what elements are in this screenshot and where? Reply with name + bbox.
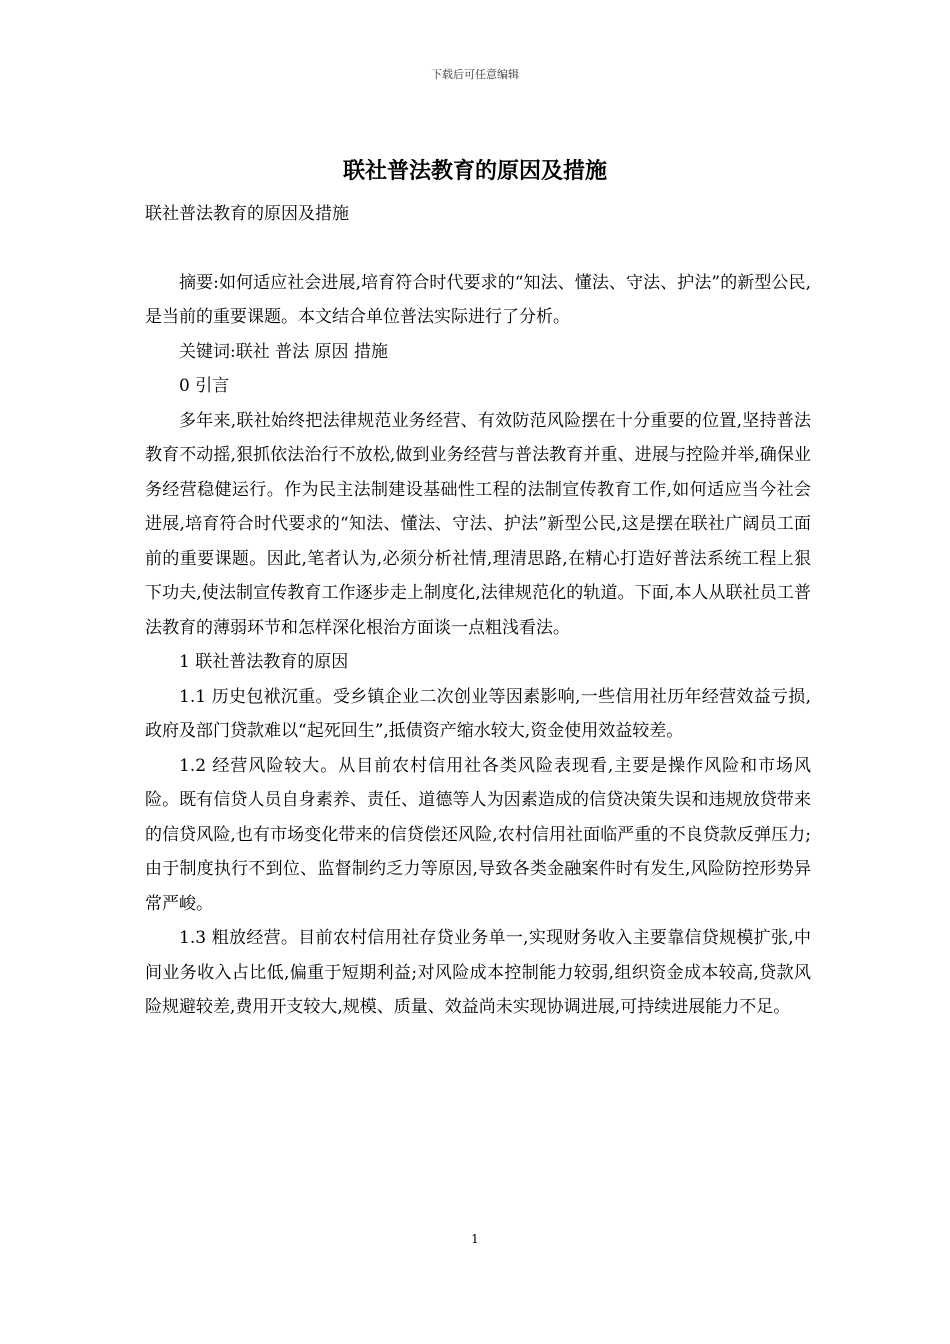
- section-heading-intro: 0 引言: [179, 376, 230, 396]
- paragraph-1-2: 1.2 经营风险较大。从目前农村信用社各类风险表现看,主要是操作风险和市场风险。既有信贷人员自身素养、责任、道德等人为因素造成的信贷决策失误和违规放贷带来的信贷风险,也有市场变化带来的信贷偿还风险,农村信用社面临严重的不良贷款反弹压力;由于制度执行不到位、监督制约乏力等原因,导致各类金融案件时有发生,风险防控形势异常严峻。: [145, 755, 811, 914]
- abstract-paragraph: 摘要:如何适应社会进展,培育符合时代要求的“知法、懂法、守法、护法”的新型公民,是当前的重要课题。本文结合单位普法实际进行了分析。: [145, 272, 811, 327]
- paragraph-1-3: 1.3 粗放经营。目前农村信用社存贷业务单一,实现财务收入主要靠信贷规模扩张,中间业务收入占比低,偏重于短期利益;对风险成本控制能力较弱,组织资金成本较高,贷款风险规避较差,费用开支较大,规模、质量、效益尚未实现协调进展,可持续进展能力不足。: [145, 928, 811, 1017]
- keywords-line: 关键词:联社 普法 原因 措施: [179, 341, 388, 362]
- document-body: [145, 197, 811, 1025]
- page-number: 1: [471, 1232, 479, 1246]
- document-title: 联社普法教育的原因及措施: [342, 158, 607, 184]
- intro-paragraph: 多年来,联社始终把法律规范业务经营、有效防范风险摆在十分重要的位置,坚持普法教育不动摇,狠抓依法治行不放松,做到业务经营与普法教育并重、进展与控险并举,确保业务经营稳健运行。作为民主法制建设基础性工程的法制宣传教育工作,如何适应当今社会进展,培育符合时代要求的“知法、懂法、守法、护法”新型公民,这是摆在联社广阔员工面前的重要课题。因此,笔者认为,必须分析社情,理清思路,在精心打造好普法系统工程上狠下功夫,使法制宣传教育工作逐步走上制度化,法律规范化的轨道。下面,本人从联社员工普法教育的薄弱环节和怎样深化根治方面谈一点粗浅看法。: [145, 410, 811, 638]
- paragraph-1-1: 1.1 历史包袱沉重。受乡镇企业二次创业等因素影响,一些信用社历年经营效益亏损,政府及部门贷款难以“起死回生”,抵债资产缩水较大,资金使用效益较差。: [145, 686, 811, 741]
- subtitle: 联社普法教育的原因及措施: [145, 204, 349, 224]
- page-header: 下载后可任意编辑: [431, 68, 519, 81]
- section-heading-reasons: 1 联社普法教育的原因: [179, 652, 349, 672]
